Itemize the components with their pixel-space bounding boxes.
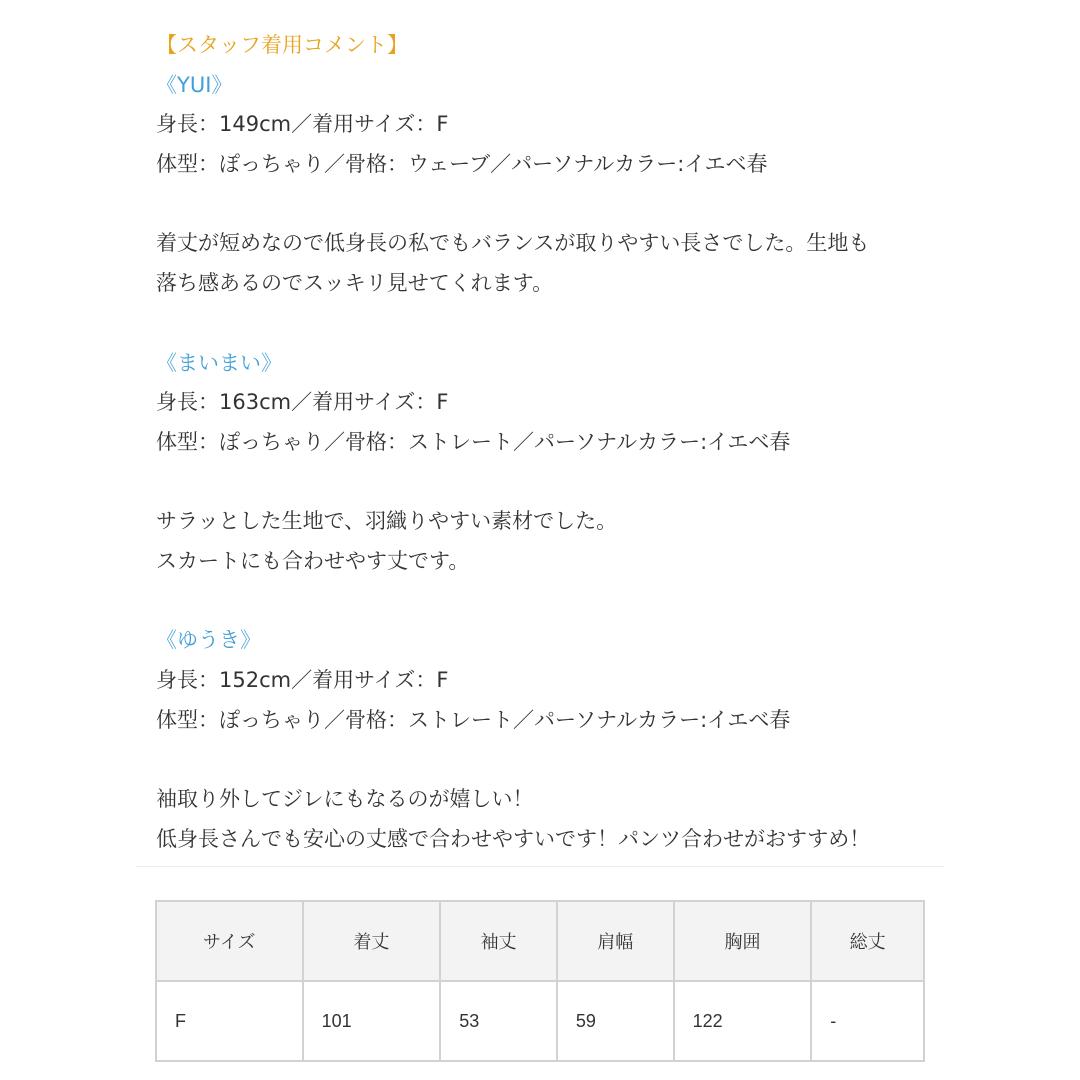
staff-height-size: 身長：149cm／着用サイズ：F: [156, 112, 449, 137]
staff-body-type: 体型：ぽっちゃり／骨格：ウェーブ／パーソナルカラー:イエベ春: [156, 152, 768, 177]
staff-height-size: 身長：152cm／着用サイズ：F: [156, 668, 449, 692]
size-table-cell-size: F: [156, 981, 303, 1061]
size-table-header-length: 着丈: [303, 901, 441, 981]
section-heading: 【スタッフ着用コメント】: [156, 33, 408, 57]
size-table-cell-length: 101: [303, 981, 441, 1061]
staff-body-type: 体型：ぽっちゃり／骨格：ストレート／パーソナルカラー:イエベ春: [156, 429, 791, 454]
size-table-header-chest: 胸囲: [674, 901, 812, 981]
table-row: [156, 981, 924, 1061]
staff-comment-section: [156, 26, 946, 859]
size-table-header-total-length: 総丈: [811, 901, 924, 981]
spacer: [156, 463, 946, 503]
size-table-cell-total-length: -: [811, 981, 924, 1061]
size-table-header-sleeve: 袖丈: [440, 901, 557, 981]
spacer: [156, 304, 946, 344]
staff-name: 《YUI》: [156, 72, 233, 97]
size-table-cell-chest: 122: [674, 981, 812, 1061]
staff-comment-line: 袖取り外してジレにもなるのが嬉しい！: [156, 787, 534, 812]
size-table: [155, 900, 925, 1062]
staff-body-type: 体型：ぽっちゃり／骨格：ストレート／パーソナルカラー:イエベ春: [156, 707, 791, 732]
staff-comment-line: 低身長さんでも安心の丈感で合わせやすいです！パンツ合わせがおすすめ！: [156, 826, 871, 851]
spacer: [156, 582, 946, 622]
staff-name: 《まいまい》: [156, 350, 282, 375]
size-table-header-shoulder: 肩幅: [557, 901, 674, 981]
staff-height-size: 身長：163cm／着用サイズ：F: [156, 390, 449, 415]
staff-name: 《ゆうき》: [156, 628, 261, 653]
size-table-header-row: [156, 901, 924, 981]
staff-comment-line: スカートにも合わせやす丈です。: [156, 548, 470, 573]
size-table-cell-shoulder: 59: [557, 981, 674, 1061]
spacer: [156, 185, 946, 225]
staff-comment-line: 着丈が短めなので低身長の私でもバランスが取りやすい長さでした。生地も: [156, 231, 870, 256]
size-table-header-size: サイズ: [156, 901, 303, 981]
spacer: [156, 740, 946, 780]
size-table-cell-sleeve: 53: [440, 981, 557, 1061]
section-divider: [136, 866, 944, 867]
staff-comment-line: 落ち感あるのでスッキリ見せてくれます。: [156, 271, 554, 296]
staff-comment-line: サラッとした生地で、羽織りやすい素材でした。: [156, 509, 618, 534]
